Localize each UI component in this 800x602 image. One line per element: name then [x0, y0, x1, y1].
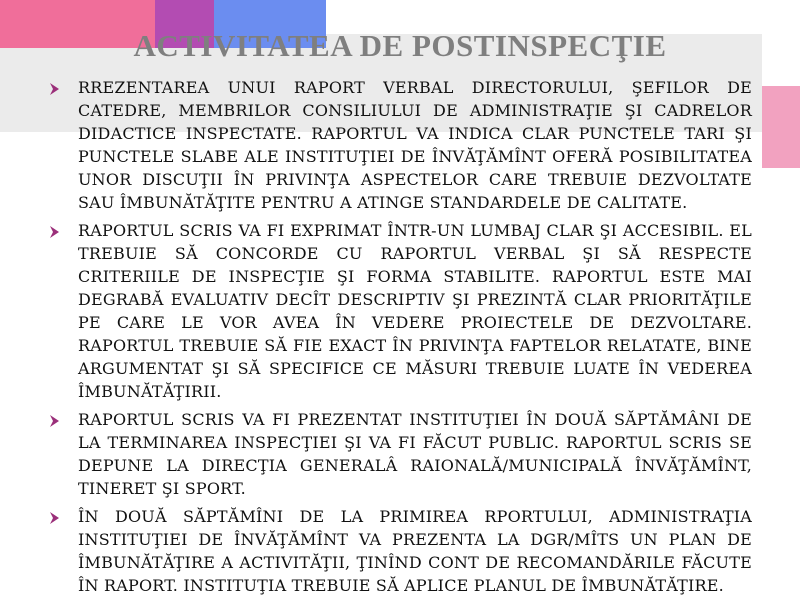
right-edge-pink-block	[762, 86, 800, 168]
slide-title: ACTIVITATEA DE POSTINSPECŢIE	[133, 28, 667, 63]
paragraph-text: ÎN DOUĂ SĂPTĂMÎNI DE LA PRIMIREA RPORTULUI, ADMINISTRAŢIA INSTITUŢIEI DE ÎNVĂŢĂMÎNT VA PREZENTA LA DGR/MÎTS UN PLAN DE ÎMBUNĂTĂŢIRE A ACTIVITĂŢII, ŢINÎND CONT DE RECOMANDĂRILE FĂCUTE ÎN RAPORT. INSTITUŢIA TREBUIE SĂ APLICE PLANUL DE ÎMBUNĂTĂŢIRE.	[78, 507, 752, 595]
arrow-bullet-icon	[50, 512, 59, 524]
arrow-bullet-icon	[50, 83, 59, 95]
paragraph-text: RAPORTUL SCRIS VA FI PREZENTAT INSTITUŢIEI ÎN DOUĂ SĂPTĂMÂNI DE LA TERMINAREA INSPECŢIEI ŞI VA FI FĂCUT PUBLIC. RAPORTUL SCRIS SE DEPUNE LA DIRECŢIA GENERALÂ RAIONALĂ/MUNICIPALĂ ÎNVĂŢĂMÎNT, TINERET ŞI SPORT.	[78, 410, 752, 498]
paragraph-text: RAPORTUL SCRIS VA FI EXPRIMAT ÎNTR-UN LUMBAJ CLAR ŞI ACCESIBIL. EL TREBUIE SĂ CONCORDE CU RAPORTUL VERBAL ŞI SĂ RESPECTE CRITERIILE DE INSPECŢIE ŞI FORMA STABILITE. RAPORTUL ESTE MAI DEGRABĂ EVALUATIV DECÎT DESCRIPTIV ŞI PREZINTĂ CLAR PRIORITĂŢILE PE CARE LE VOR AVEA ÎN VEDERE PROIECTELE DE DEZVOLTARE. RAPORTUL TREBUIE SĂ FIE EXACT ÎN PRIVINŢA FAPTELOR RELATATE, BINE ARGUMENTAT ŞI SĂ SPECIFICE CE MĂSURI TREBUIE LUATE ÎN VEDEREA ÎMBUNĂTĂŢIRII.	[78, 221, 752, 401]
arrow-bullet-icon	[50, 226, 59, 238]
arrow-bullet-icon	[50, 415, 59, 427]
slide-body	[50, 76, 752, 602]
bullet-paragraph	[50, 219, 752, 403]
bullet-paragraph	[50, 76, 752, 214]
bullet-paragraph	[50, 505, 752, 597]
bullet-paragraph	[50, 408, 752, 500]
paragraph-text: RREZENTAREA UNUI RAPORT VERBAL DIRECTORULUI, ŞEFILOR DE CATEDRE, MEMBRILOR CONSILIULUI DE ADMINISTRAŢIE ŞI CADRELOR DIDACTICE INSPECTATE. RAPORTUL VA INDICA CLAR PUNCTELE TARI ŞI PUNCTELE SLABE ALE INSTITUŢIEI DE ÎNVĂŢĂMÎNT OFERĂ POSIBILITATEA UNOR DISCUŢII ÎN PRIVINŢA ASPECTELOR CARE TREBUIE DEZVOLTATE SAU ÎMBUNĂTĂŢITE PENTRU A ATINGE STANDARDELE DE CALITATE.	[78, 78, 752, 212]
